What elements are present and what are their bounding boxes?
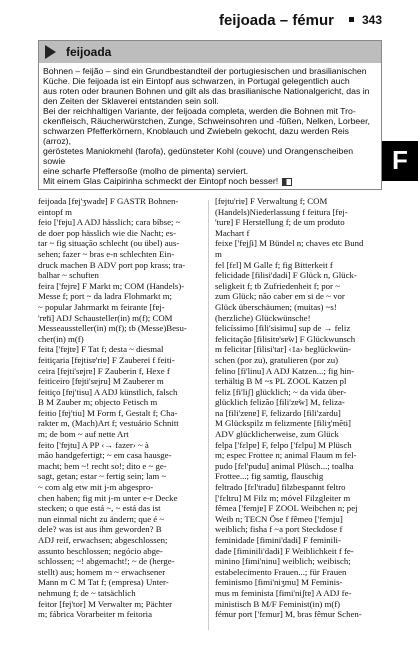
entry-line: nun einmal nicht zu ändern; que é ~ xyxy=(38,513,165,524)
entry-line: felicíssimo [fɨli'sisimu] sup de → feliz xyxy=(215,323,351,334)
entry-line: B M Zauber m; objecto Fetisch m xyxy=(38,397,158,408)
entry-line: 'rɐ̃tɨ] ADJ Schausteller(in) m(f); COM xyxy=(38,312,173,323)
entry-line: weiblich; fisha f ~a port Steckdose f xyxy=(215,524,343,535)
entry-line: felpa ['fɛlpɐ] F, felpo ['fɛlpu] M Plüsch xyxy=(215,439,352,450)
running-head: feijoada – fémur xyxy=(218,12,334,29)
info-box-title: feijoada xyxy=(66,45,112,59)
entry-line: Messeaussteller(in) m(f); tb (Messe)Besu- xyxy=(38,323,187,334)
entry-line: m xyxy=(215,248,222,259)
info-line: eine scharfe Pfeffersoße (molho de pimenta) serviert. xyxy=(43,166,249,176)
entry-line: Glück überschäumen; (muitas) ~s! xyxy=(215,301,337,312)
entry-line: na [fɨli'zɐnɐ] F, felizardo [fɨli'zardu] xyxy=(215,407,341,418)
entry-line: (Handels)Niederlassung f feitura [fɐj- xyxy=(215,206,348,217)
entry-line: ceira [fɐjti'sɐjrɐ] F Zauberin f, Hexe f xyxy=(38,365,170,376)
entry-line: macht; bem ~! recht so!; dito e ~ ge- xyxy=(38,460,167,471)
entry-line: feijoada [fɐj'ʒwadɐ] F GASTR Bohnen- xyxy=(38,196,179,206)
column-divider xyxy=(208,200,209,630)
entry-line: schlossen; ~! abgemacht!; ~ de (herge- xyxy=(38,556,175,567)
entry-line: mus m feminista [fɨmi'niʃtɐ] A ADJ fe- xyxy=(215,587,352,598)
entry-line: eintopf m xyxy=(38,206,72,217)
square-bullet-icon xyxy=(349,17,354,22)
entry-line: stellt) aus; homem m ~ erwachsener xyxy=(38,566,166,577)
info-box-text xyxy=(39,63,381,186)
info-line: Bohnen – feijão – sind ein Grundbestandteil der portugiesischen und brasilianischen xyxy=(43,66,367,76)
entry-line: terhältig B M ~s PL ZOOL Katzen pl xyxy=(215,376,347,387)
entry-line: 'turɐ] F Herstellung f; de um produto xyxy=(215,217,345,228)
entry-line: feixe ['fɐjʃɨ] M Bündel n; chaves etc Bund xyxy=(215,238,364,249)
info-line: Mit einem Glas Caipirinha schmeckt der Eintopf noch besser! xyxy=(43,176,377,186)
info-line: geröstetes Maniokmehl (farofa), gedünsteter Kohl (couve) und Orangenscheiben sowie xyxy=(43,146,354,166)
entry-line: M Glückspilz m felizmente [fɨliʒ'mẽtɨ] xyxy=(215,418,351,429)
left-column xyxy=(38,196,202,620)
info-line: aus roten oder braunen Bohnen und gilt als das brasilianische Nationalgericht, das in xyxy=(43,86,370,96)
entry-line: sehen; fazer ~ bras e-n schlechten Ein- xyxy=(38,248,175,259)
entry-line: glücklich felizão [fɨli'zɐ̃w] M, feliza- xyxy=(215,397,345,408)
entry-line: tar ~ fig situação schlecht (ou übel) aus- xyxy=(38,238,180,249)
entry-line: feitio [fɐj'tiu] M Form f, Gestalt f; Cha- xyxy=(38,407,178,418)
entry-line: m; de bom ~ auf nette Art xyxy=(38,429,129,440)
entry-line: feltrado [fɛl'tradu] filzbespannt feltro xyxy=(215,482,346,493)
entry-line: stecken; o que está ~, ~ está das ist xyxy=(38,503,161,514)
entry-line: assunto beschlossen; negócio abge- xyxy=(38,545,163,556)
thumb-index-letter: F xyxy=(392,145,408,175)
entry-line: feminidade [fɨmini'dadɨ] F feminili- xyxy=(215,535,341,545)
info-box-header xyxy=(39,41,381,63)
entry-line: dele? was ist aus ihm geworden? B xyxy=(38,524,162,535)
info-line: ckenfleisch, Räucherwürstchen, Zunge, Schweinsohren und -füßen, Nelken, Lorbeer, xyxy=(43,116,370,126)
entry-line: ['fɛltru] M Filz m; móvel Filzgleiter m xyxy=(215,492,351,503)
entry-line: feitiço [fɐj'tisu] A ADJ künstlich, falsch xyxy=(38,386,178,397)
entry-line: fel [fɛl] M Galle f; fig Bitterkeit f xyxy=(215,259,333,270)
entry-line: ~ com alg etw mit j-m abgespro- xyxy=(38,482,154,493)
entry-line: cher(in) m(f) xyxy=(38,333,84,344)
entry-line: seligkeit f; tb Zufriedenheit f; por ~ xyxy=(215,280,340,291)
entry-line: minino [fɨmi'ninu] weiblich; weibisch; xyxy=(215,556,351,567)
entry-line: feminismo [fɨmi'niʒmu] M Feminis- xyxy=(215,577,343,588)
right-column xyxy=(215,196,379,620)
entry-line: sagt, getan; estar ~ fertig sein; lam ~ xyxy=(38,471,167,482)
info-line: den Zeiten der Sklaverei entstanden sein soll. xyxy=(43,96,219,106)
entry-line: feira ['fɐjrɐ] F Markt m; COM (Handels)- xyxy=(38,280,185,291)
entry-line: Weib n; TECN Öse f fêmeo ['femju] xyxy=(215,513,343,524)
entry-line: felicidade [fɨlisi'dadɨ] F Glück n, Glück- xyxy=(215,270,357,281)
entry-line: schen (por zu), gratulieren (por zu) xyxy=(215,354,339,365)
entry-line: feitiçaria [fɐjtisɐ'riɐ] F Zauberei f feiti- xyxy=(38,354,175,365)
entry-line: Messe f; port ~ da ladra Flohmarkt m; xyxy=(38,291,172,302)
thumb-index-tab xyxy=(382,141,418,181)
entry-line: [fɐjtu'riɐ] F Verwaltung f; COM xyxy=(215,196,328,206)
entry-line: ADJ reif, erwachsen; abgeschlossen; xyxy=(38,535,168,545)
entry-line: mão handgefertigt; ~ em casa hausge- xyxy=(38,450,172,461)
info-line: Bei der reichhaltigen Variante, der feijoada completa, werden die Bohnen mit Tro- xyxy=(43,106,356,116)
entry-line: feita ['fɐjtɐ] F Tat f; desta ~ diesmal xyxy=(38,344,164,355)
entry-line: druck machen B ADV port pop krass; tra- xyxy=(38,259,186,270)
entry-line: (herzliche) Glückwünsche! xyxy=(215,312,311,323)
entry-line: Mann m C M Tat f; (empresa) Unter- xyxy=(38,577,169,588)
entry-line: m felicitar [fɨlisi'tar] ‹1a› beglückwün- xyxy=(215,344,351,355)
info-box xyxy=(38,40,382,190)
entry-line: Frottee...; fig samtig, flauschig xyxy=(215,471,324,482)
entry-line: balhar ~ schuften xyxy=(38,270,99,281)
entry-line: estabelecimento Frauen...; für Frauen xyxy=(215,566,347,577)
entry-line: zum Glück; não caber em si de ~ vor xyxy=(215,291,345,302)
play-arrow-icon xyxy=(45,45,56,59)
entry-line: feliz [fɨ'liʃ] glücklich; ~ da vida über- xyxy=(215,386,347,397)
entry-line: feiticeiro [fɐjti'sɐjru] M Zauberer m xyxy=(38,376,164,387)
entry-line: feio ['fɐju] A ADJ hässlich; cara bíbse; ~ xyxy=(38,217,181,228)
entry-line: rakter m, (Mach)Art f; vestuário Schnitt xyxy=(38,418,179,429)
entry-line: fêmea ['femjɐ] F ZOOL Weibchen n; pej xyxy=(215,503,358,514)
entry-line: felino [fɨ'linu] A ADJ Katzen...; fig hin- xyxy=(215,365,355,376)
entry-line: nehmung f; de ~ tatsächlich xyxy=(38,587,136,598)
entry-line: felicitação [fɨlisitɐ'sɐ̃w] F Glückwunsch xyxy=(215,333,356,344)
entry-line: m; espec Frottee n; animal Flaum m fel- xyxy=(215,450,357,461)
entry-line: pudo [fɛl'pudu] animal Plüsch...; toalha xyxy=(215,460,354,471)
entry-line: dade [fɨminili'dadɨ] F Weiblichkeit f fe- xyxy=(215,545,354,556)
entry-line: m; fábrica Vorarbeiter m feitoria xyxy=(38,609,152,620)
info-line: Küche. Die feijoada ist ein Eintopf aus schwarzen, in Portugal gelegentlich auch xyxy=(43,76,350,86)
entry-line: ADV glücklicherweise, zum Glück xyxy=(215,429,339,440)
entry-line: chen haben; fig mit j-m unter e-r Decke xyxy=(38,492,178,503)
entry-line: ~ popular Jahrmarkt m feirante [fɐj- xyxy=(38,301,165,312)
entry-line: feitor [fɐj'tor] M Verwalter m; Pächter xyxy=(38,598,173,609)
entry-line: de doer pop hässlich wie die Nacht; es- xyxy=(38,227,177,238)
flag-icon xyxy=(282,178,292,186)
entry-line: feito ['fɐjtu] A PP ‹→ fazer› ~ à xyxy=(38,439,149,450)
entry-line: Machart f xyxy=(215,227,250,238)
entry-line: fémur port ['fɛmur] M, bras fêmur Schen- xyxy=(215,609,362,620)
page-number: 343 xyxy=(361,13,382,27)
page-header xyxy=(38,12,382,32)
entry-line: ministisch B M/F Feminist(in) m(f) xyxy=(215,598,341,609)
info-line: schwarzen Pfefferkörnern, Knoblauch und Zwiebeln gekocht, dazu werden Reis (arroz), xyxy=(43,126,350,146)
